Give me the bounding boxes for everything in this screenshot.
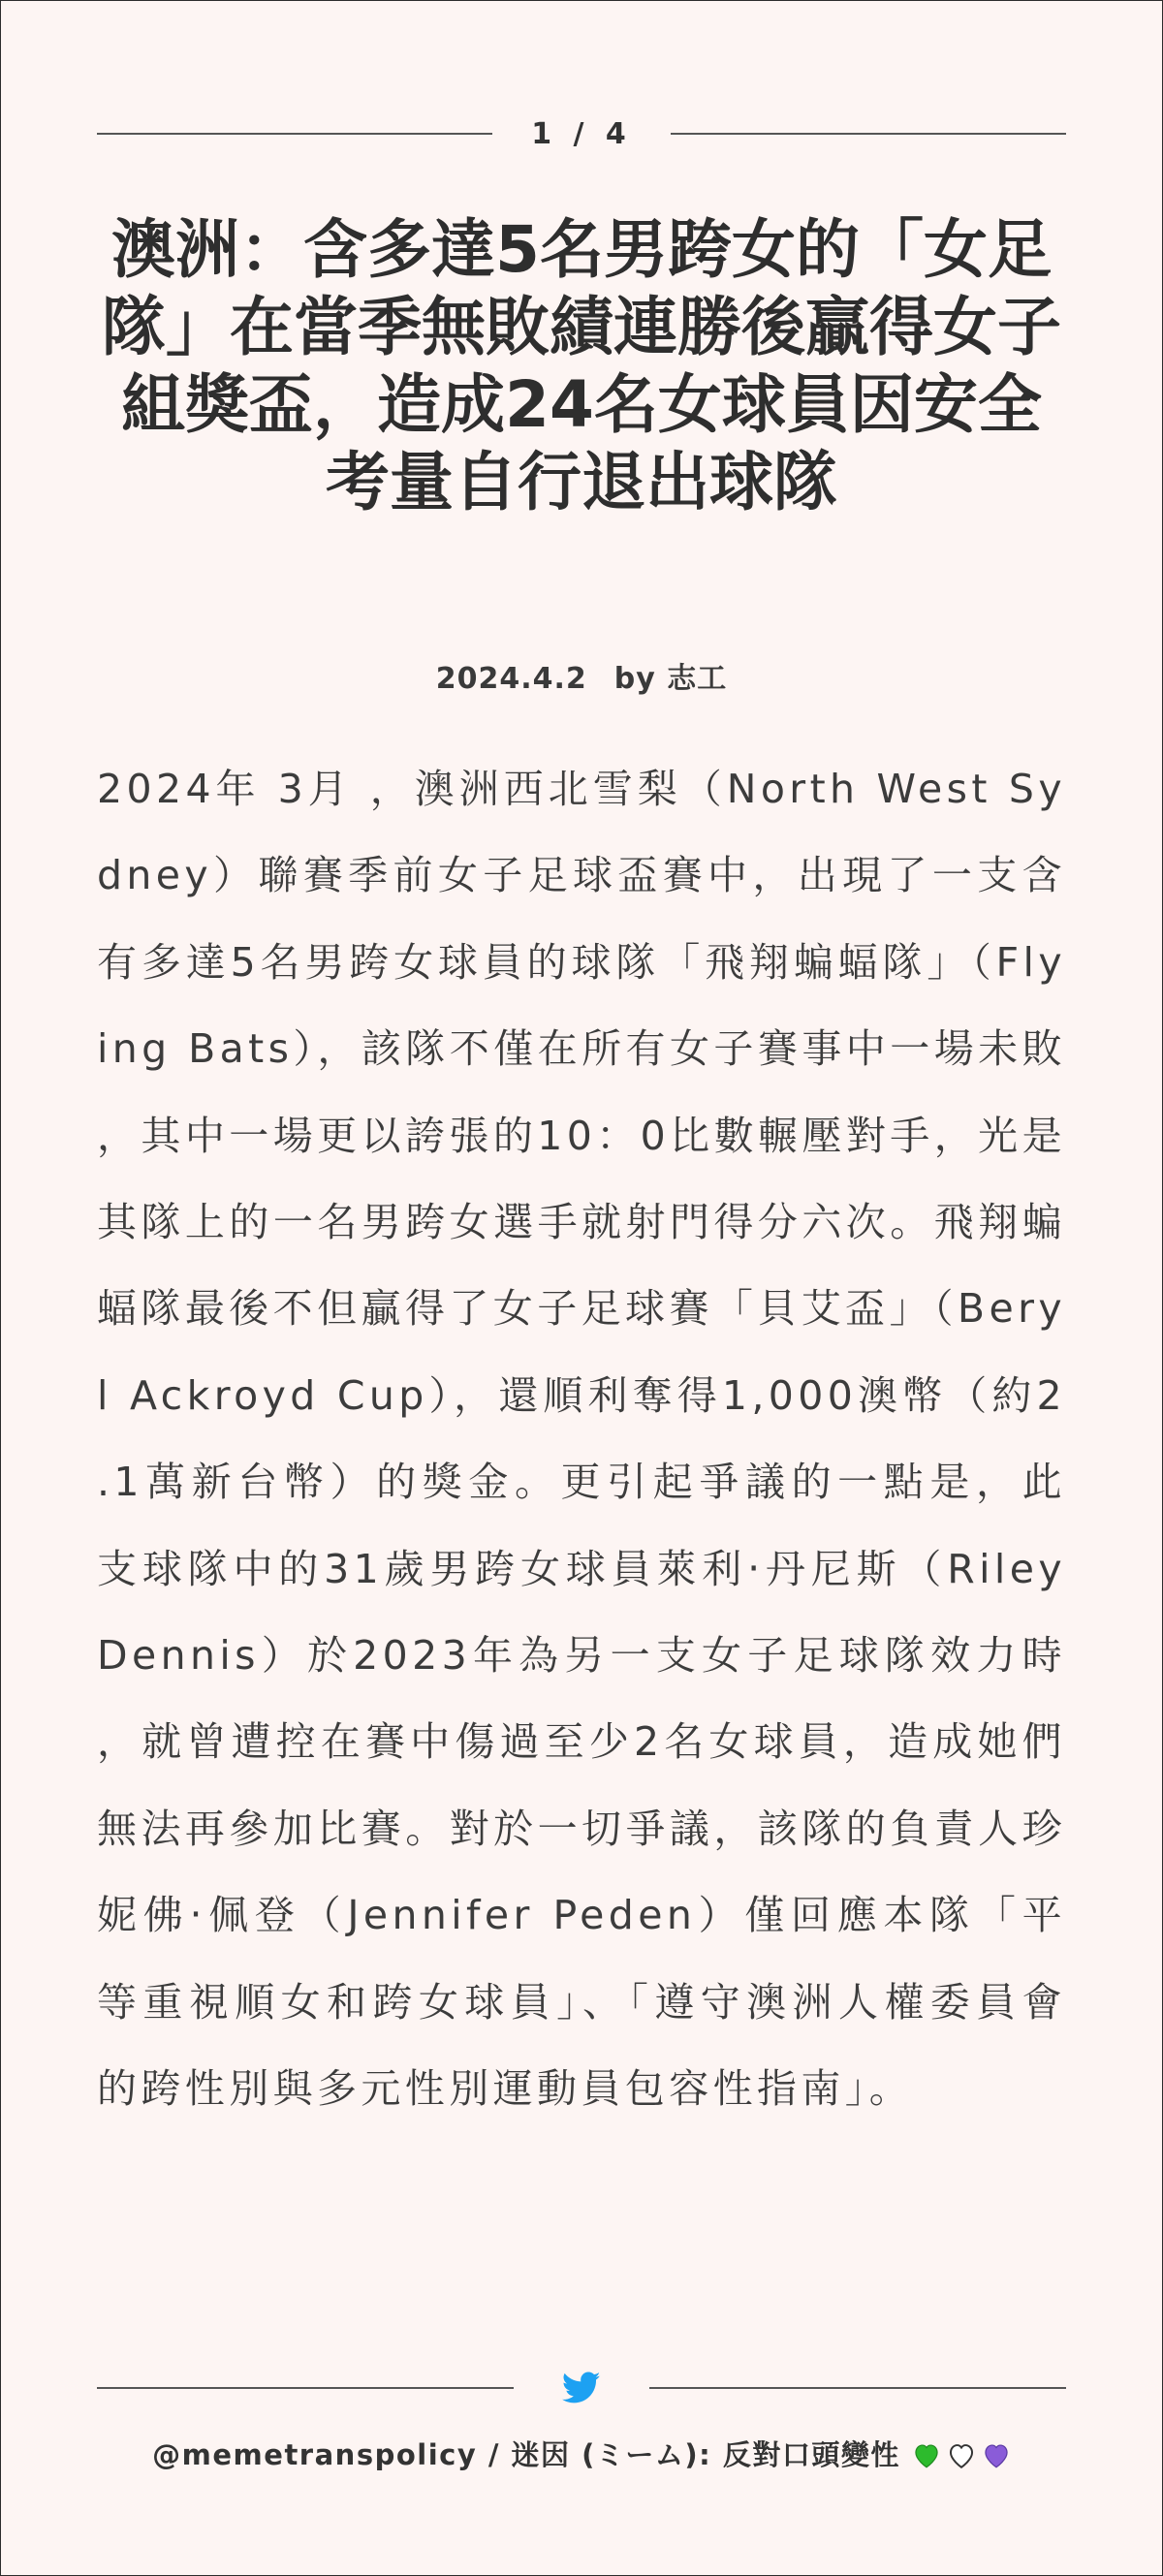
green-heart-icon (912, 2442, 941, 2468)
twitter-bird-icon (562, 2372, 601, 2404)
article-title: 澳洲：含多達5名男跨女的「女足隊」在當季無敗績連勝後贏得女子組獎盃，造成24名女球員因安全考量自行退出球隊 (102, 212, 1061, 519)
page-indicator (97, 114, 1066, 153)
footer-credit: @memetranspolicy / 迷因 (ミーム): 反對口頭變性 (152, 2438, 900, 2471)
page-number: 1 / 4 (531, 116, 632, 151)
footer (97, 2434, 1066, 2475)
divider-line-left (97, 133, 492, 135)
heart-icons (906, 2442, 1011, 2475)
purple-heart-icon (982, 2442, 1011, 2468)
white-heart-icon (947, 2442, 976, 2468)
byline (97, 654, 1066, 697)
footer-divider (97, 2367, 1066, 2409)
author: by 志工 (613, 662, 728, 696)
divider-line-right (671, 133, 1066, 135)
publish-date: 2024.4.2 (435, 662, 587, 696)
divider-line-right (649, 2387, 1066, 2389)
article-body: 2024年 3月 ，澳洲西北雪梨（North West Sydney）聯賽季前女子足球盃賽中，出現了一支含有多達5名男跨女球員的球隊「飛翔蝙蝠隊」（Flying Bats），該隊不僅在所有女子賽事中一場未敗，其中一場更以誇張的10：0比數輾壓對手，光是其隊上的一名男跨女選手就射門得分六次。飛翔蝙蝠隊最後不但贏得了女子足球賽「貝艾盃」（Beryl Ackroyd Cup），還順利奪得1,000澳幣（約2.1萬新台幣）的獎金。更引起爭議的一點是，此支球隊中的31歲男跨女球員萊利‧丹尼斯（Riley Dennis）於2023年為另一支女子足球隊效力時，就曾遭控在賽中傷過至少2名女球員，造成她們無法再參加比賽。對於一切爭議，該隊的負責人珍妮佛‧佩登（Jennifer Peden）僅回應本隊「平等重視順女和跨女球員」、「遵守澳洲人權委員會的跨性別與多元性別運動員包容性指南」。 (97, 766, 1066, 2113)
divider-line-left (97, 2387, 514, 2389)
